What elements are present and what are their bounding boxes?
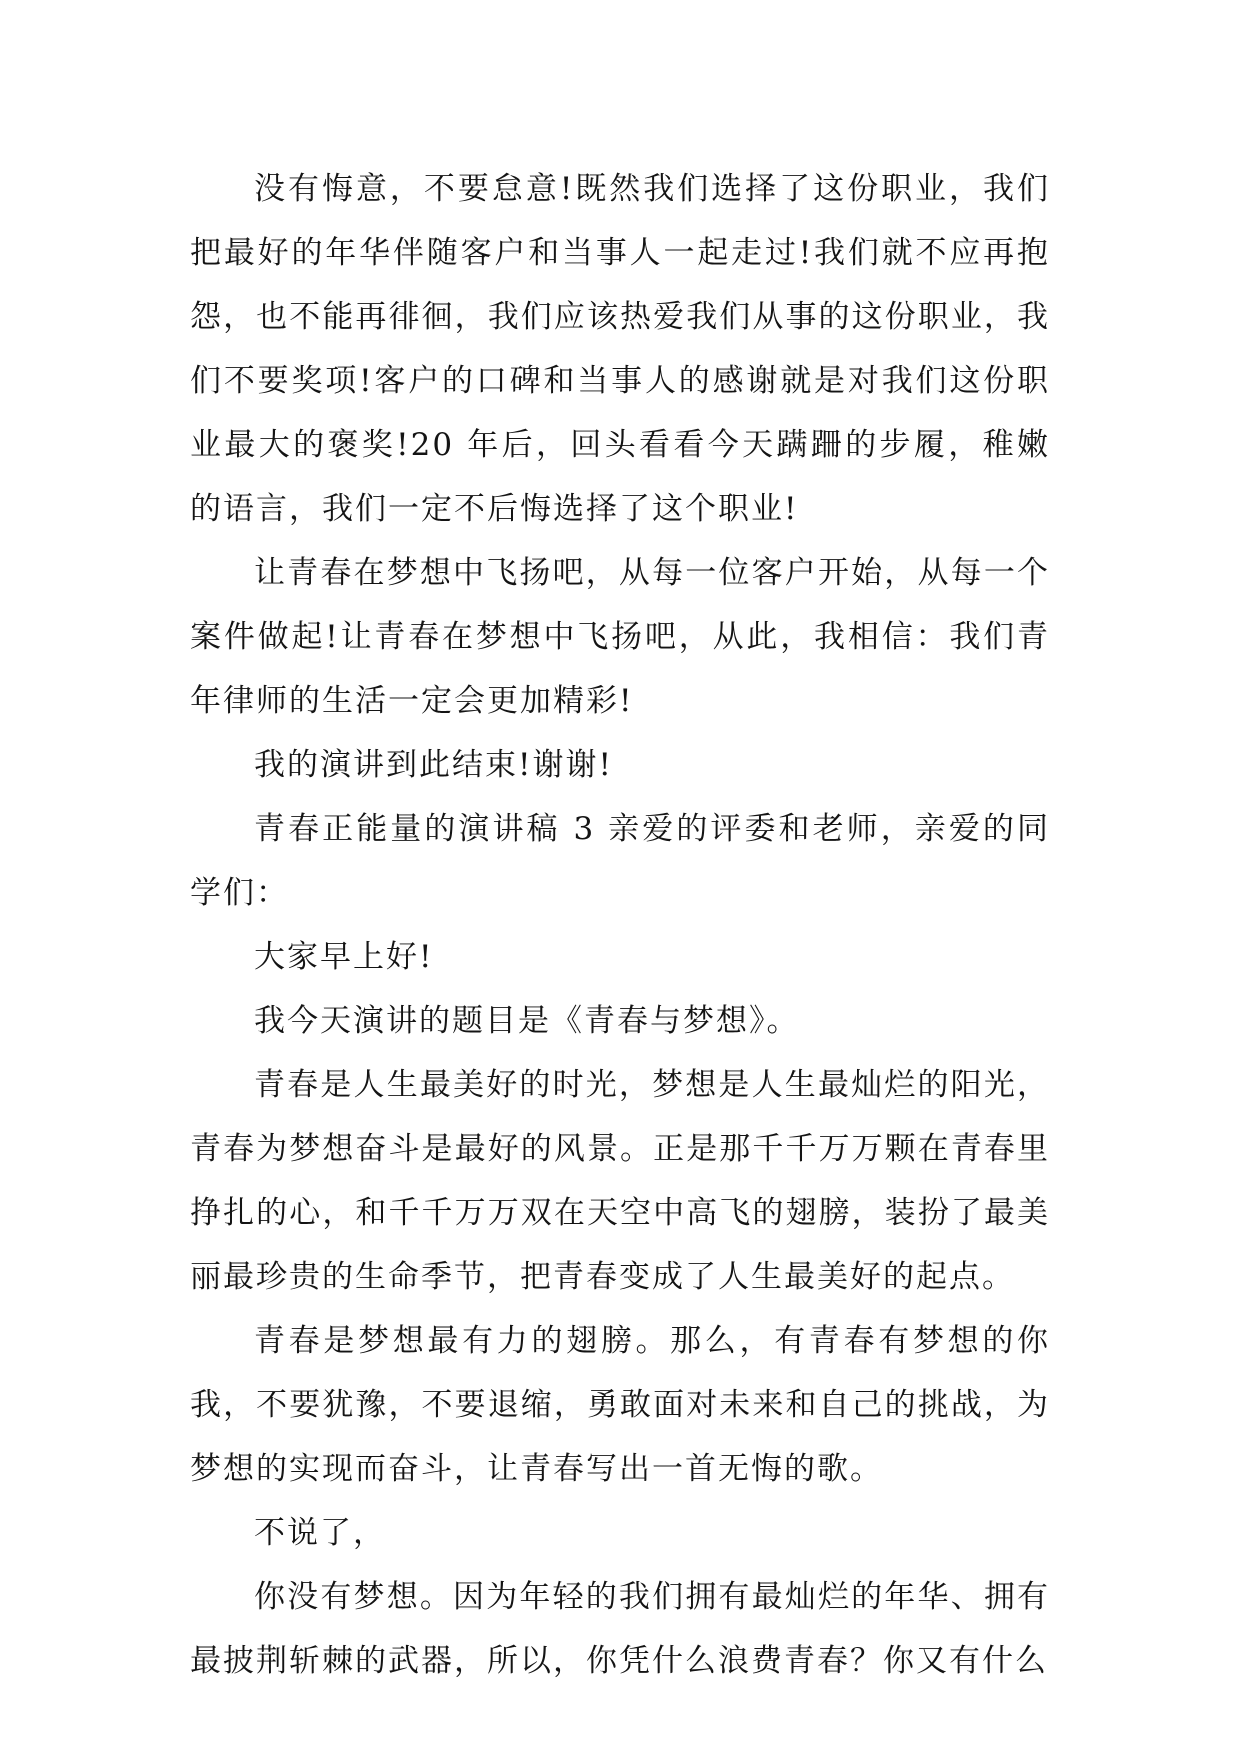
paragraph: 让青春在梦想中飞扬吧，从每一位客户开始，从每一个案件做起!让青春在梦想中飞扬吧，从此，我相信：我们青年律师的生活一定会更加精彩! <box>190 555 1050 719</box>
paragraph: 你没有梦想。因为年轻的我们拥有最灿烂的年华、拥有最披荆斩棘的武器，所以，你凭什么浪费青春？你又有什么 <box>190 1579 1050 1679</box>
paragraph: 我的演讲到此结束!谢谢! <box>254 747 613 783</box>
paragraph: 青春是梦想最有力的翅膀。那么，有青春有梦想的你我，不要犹豫，不要退缩，勇敢面对未来和自己的挑战，为梦想的实现而奋斗，让青春写出一首无悔的歌。 <box>190 1323 1050 1487</box>
paragraph: 大家早上好! <box>254 939 434 975</box>
paragraph: 没有悔意，不要怠意!既然我们选择了这份职业，我们把最好的年华伴随客户和当事人一起走过!我们就不应再抱怨，也不能再徘徊，我们应该热爱我们从事的这份职业，我们不要奖项!客户的口碑和当事人的感谢就是对我们这份职业最大的褒奖!20 年后，回头看看今天蹒跚的步履，稚嫩的语言，我们一定不后悔选择了这个职业! <box>190 171 1050 527</box>
paragraph: 青春是人生最美好的时光，梦想是人生最灿烂的阳光，青春为梦想奋斗是最好的风景。正是那千千万万颗在青春里挣扎的心，和千千万万双在天空中高飞的翅膀，装扮了最美丽最珍贵的生命季节，把青春变成了人生最美好的起点。 <box>190 1067 1050 1295</box>
paragraph: 青春正能量的演讲稿 3 亲爱的评委和老师，亲爱的同学们： <box>190 811 1050 911</box>
paragraph: 我今天演讲的题目是《青春与梦想》。 <box>254 1003 800 1039</box>
paragraph: 不说了， <box>254 1515 386 1551</box>
document-body <box>190 157 1050 1693</box>
